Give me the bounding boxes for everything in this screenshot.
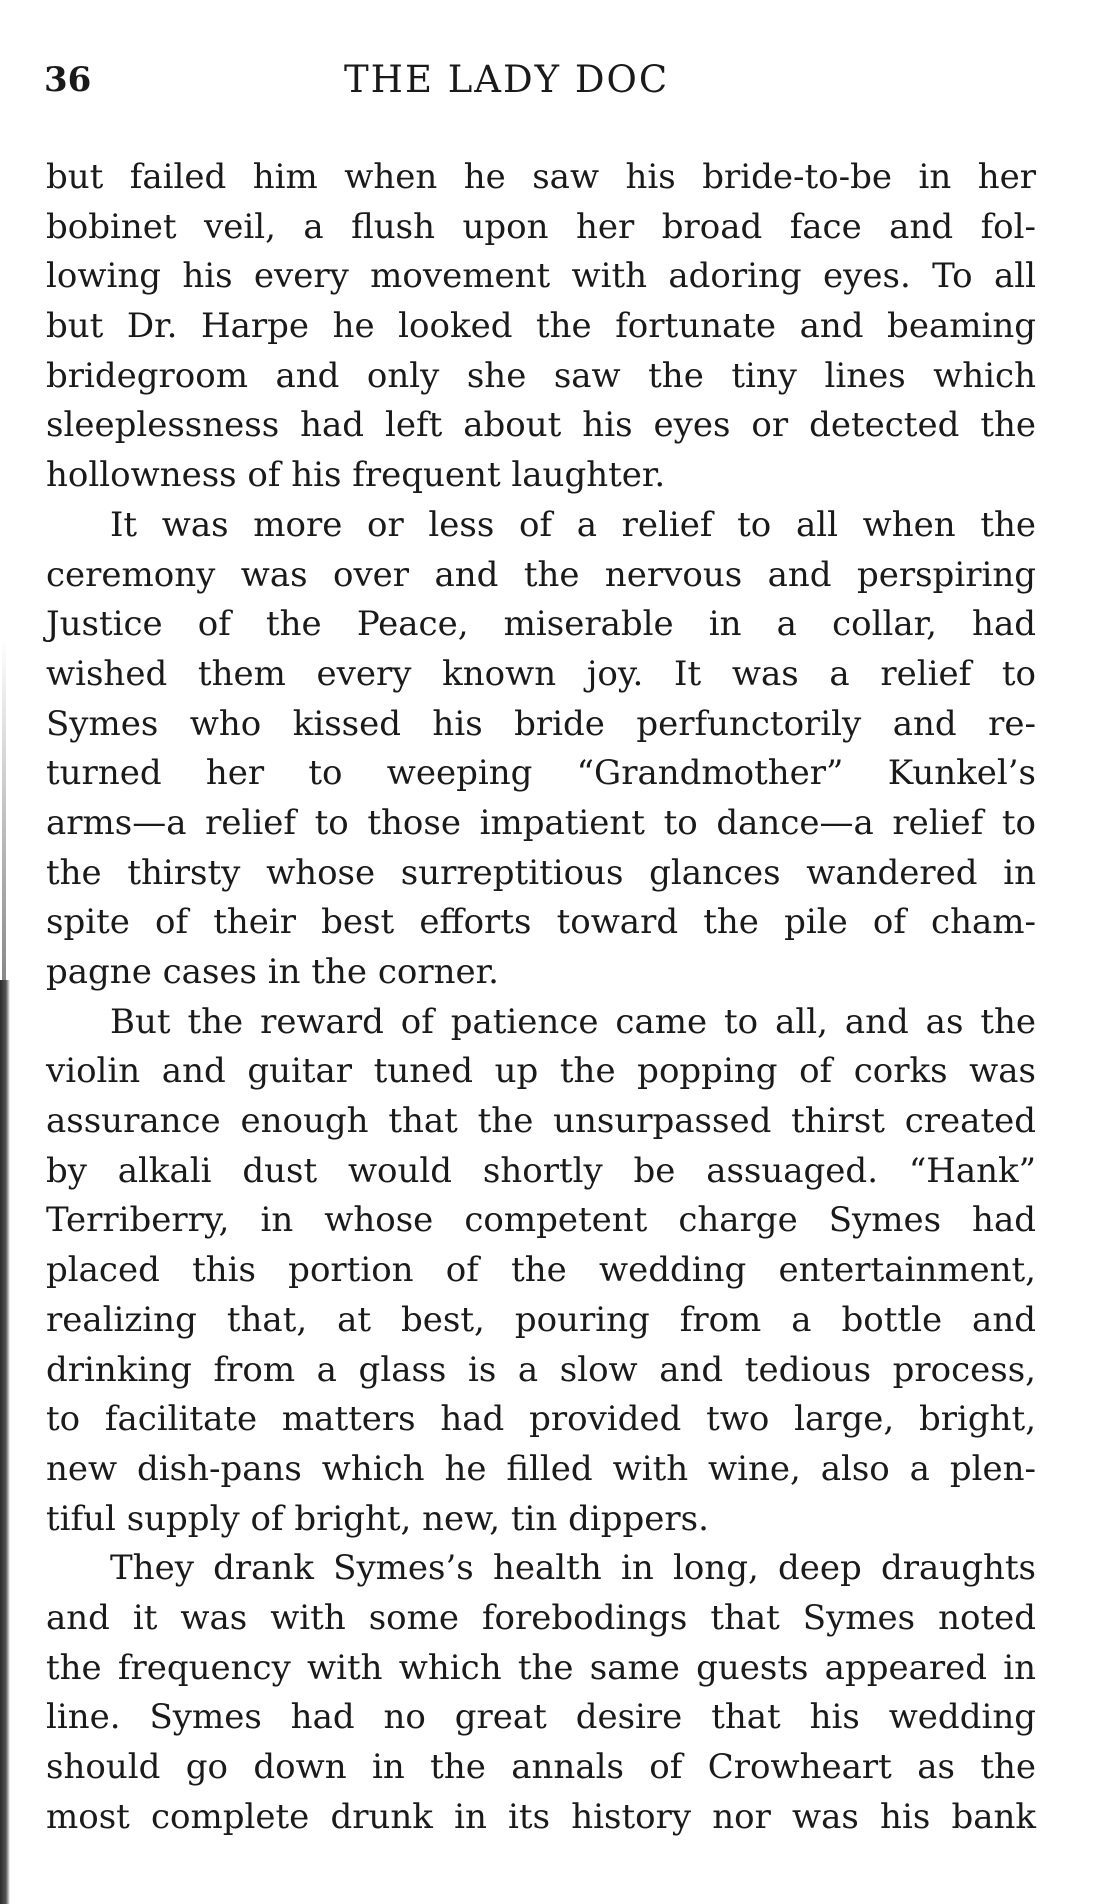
text-line: to facilitate matters had provided two large, bright,	[46, 1399, 1036, 1440]
page-number: 36	[44, 60, 92, 100]
text-line: new dish-pans which he filled with wine, also a plen-	[46, 1448, 1036, 1489]
running-head-title: THE LADY DOC	[344, 58, 670, 101]
text-line: But the reward of patience came to all, and as the	[110, 1001, 1036, 1042]
text-line: They drank Symes’s health in long, deep draughts	[110, 1548, 1036, 1589]
text-line: violin and guitar tuned up the popping of corks was	[46, 1051, 1036, 1092]
text-line: realizing that, at best, pouring from a bottle and	[46, 1299, 1036, 1340]
text-line: line. Symes had no great desire that his wedding	[46, 1697, 1036, 1738]
page-edge-shadow	[0, 980, 10, 1904]
text-line: wished them every known joy. It was a relief to	[46, 653, 1036, 694]
text-line: should go down in the annals of Crowheart as the	[46, 1747, 1036, 1787]
text-line: arms—a relief to those impatient to dance—a relief to	[46, 802, 1036, 843]
text-line: Terriberry, in whose competent charge Symes had	[46, 1200, 1036, 1241]
text-line: placed this portion of the wedding entertainment,	[46, 1250, 1036, 1291]
text-line: ceremony was over and the nervous and perspiring	[46, 554, 1036, 595]
text-line: but Dr. Harpe he looked the fortunate and beaming	[46, 306, 1036, 347]
text-line: hollowness of his frequent laughter.	[46, 455, 666, 496]
text-line: pagne cases in the corner.	[46, 952, 499, 992]
body-text	[46, 153, 1036, 1842]
text-line: most complete drunk in its history nor was his bank	[46, 1796, 1036, 1837]
text-line: bridegroom and only she saw the tiny lines which	[46, 355, 1036, 396]
text-line: Justice of the Peace, miserable in a collar, had	[46, 604, 1036, 645]
text-line: and it was with some forebodings that Symes noted	[46, 1597, 1036, 1638]
text-line: bobinet veil, a flush upon her broad face and fol-	[46, 206, 1036, 247]
text-line: by alkali dust would shortly be assuaged. “Hank”	[46, 1150, 1036, 1191]
text-line: tiful supply of bright, new, tin dippers.	[46, 1498, 709, 1539]
text-line: drinking from a glass is a slow and tedious process,	[46, 1349, 1036, 1390]
text-line: sleeplessness had left about his eyes or detected the	[46, 405, 1036, 446]
text-line: assurance enough that the unsurpassed thirst created	[46, 1101, 1036, 1142]
text-line: the thirsty whose surreptitious glances wandered in	[46, 852, 1036, 893]
text-line: the frequency with which the same guests appeared in	[46, 1647, 1036, 1688]
text-line: Symes who kissed his bride perfunctorily and re-	[46, 703, 1036, 744]
page-edge-shadow-upper	[2, 640, 6, 980]
text-line: spite of their best efforts toward the pile of cham-	[46, 902, 1036, 943]
text-line: lowing his every movement with adoring eyes. To all	[46, 256, 1036, 297]
text-line: It was more or less of a relief to all when the	[110, 504, 1036, 545]
text-line: turned her to weeping “Grandmother” Kunkel’s	[46, 753, 1036, 794]
text-line: but failed him when he saw his bride-to-be in her	[46, 157, 1036, 197]
page-header	[44, 54, 1042, 114]
